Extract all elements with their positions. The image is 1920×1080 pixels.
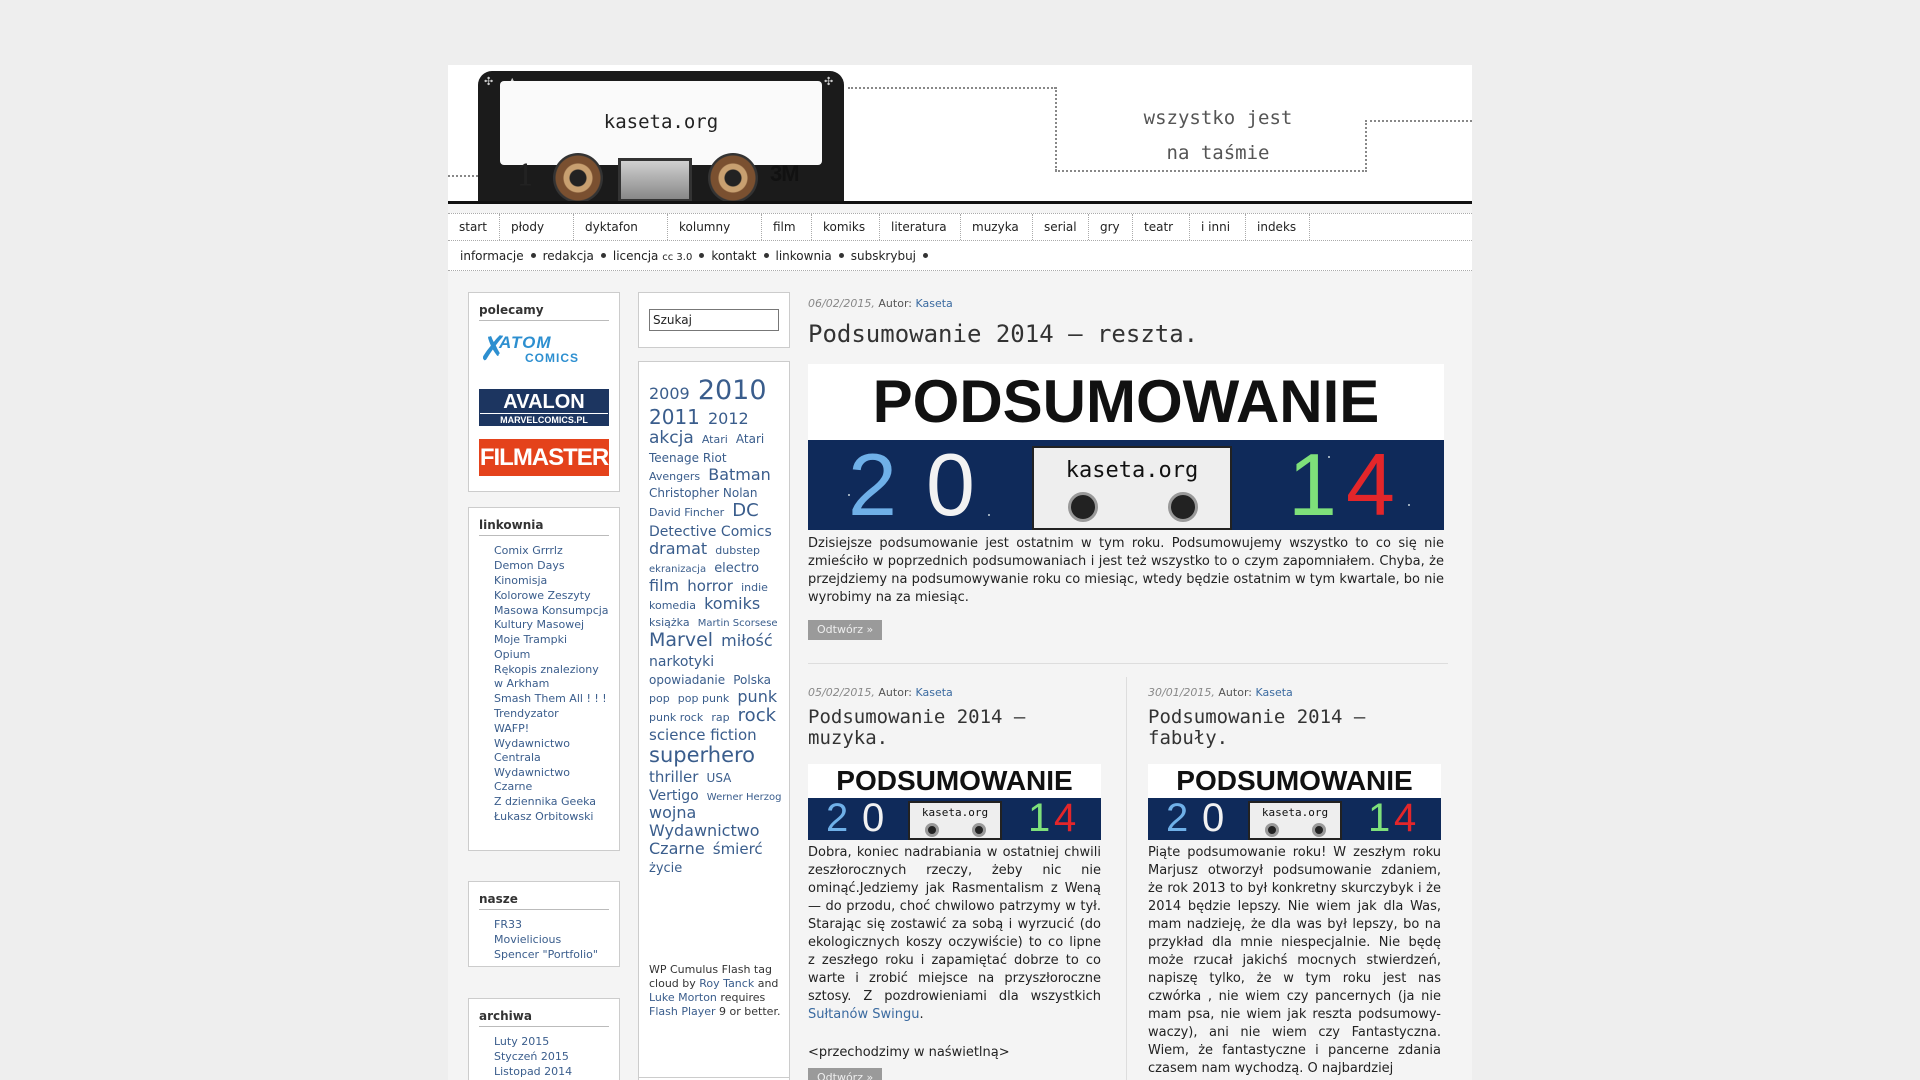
post-excerpt-extra: <przechodzimy w naświetlną> (808, 1045, 1010, 1060)
tag-link[interactable]: punk (737, 687, 778, 707)
post-author-label: Autor: (878, 297, 912, 310)
banner-cassette (1032, 446, 1232, 530)
tag-link[interactable]: Christopher Nolan (649, 486, 758, 501)
link-item[interactable]: WAFP! (494, 722, 530, 735)
banner-digit: 0 (1202, 796, 1225, 840)
credit-link-luke-morton[interactable]: Luke Morton (649, 991, 717, 1004)
tag-cloud (649, 376, 785, 877)
reel-icon (708, 153, 758, 203)
read-more-button[interactable]: Odtwórz » (808, 1068, 882, 1080)
subnav-informacje[interactable]: informacje (460, 249, 524, 263)
screw-icon: ✣ (824, 75, 834, 88)
archiwa-title: archiwa (479, 1009, 609, 1027)
banner-digit: 2 (1166, 796, 1189, 840)
link-item[interactable]: FR33 (494, 918, 522, 931)
header-divider (448, 201, 1472, 204)
linkownia-box (468, 507, 620, 851)
tag-link[interactable]: electro (714, 561, 760, 577)
post-author-link[interactable]: Kaseta (915, 297, 953, 310)
credit-text: WP Cumulus Flash tag cloud by (649, 963, 772, 990)
avalon-logo-text: AVALON (503, 391, 585, 413)
link-item[interactable]: Łukasz Orbitowski (494, 810, 594, 823)
post-banner-image[interactable] (808, 764, 1101, 840)
tag-link[interactable]: książka (649, 616, 690, 630)
tag-link[interactable]: Batman (708, 464, 771, 484)
nasze-list (494, 918, 609, 962)
sub-nav (448, 241, 1472, 271)
read-more-button[interactable]: Odtwórz » (808, 620, 882, 640)
cassette-brand: 3M (770, 161, 799, 186)
link-item[interactable]: Z dziennika Geeka (494, 795, 597, 808)
reel-icon (972, 823, 986, 837)
tag-link[interactable]: Polska (733, 673, 772, 688)
atom-logo-text: ATOM (499, 333, 552, 352)
nav-item-gry[interactable]: gry (1089, 214, 1133, 240)
banner-digit: 1 (1368, 796, 1391, 840)
site-name: kaseta.org (603, 111, 719, 133)
polecamy-title: polecamy (479, 303, 609, 321)
post-excerpt-text: . (919, 1007, 924, 1022)
header-dotted-line (448, 175, 478, 177)
post-excerpt: Dzisiejsze podsumowanie jest ostatnim w tym roku. Podsumowujemy wszystko to co się nie zmieściło w poprzednich podsumowaniach i jest też wszystko to o czym zapomniałem. Chyba, że przejdziemy na podsumowywanie roku co miesiąc, wtedy będzie ostatnim w tym kwartale, bo nie wyrobimy na za miesiąc. (808, 536, 1444, 605)
post-author-label: Autor: (878, 686, 912, 699)
tagline-line: wszystko jest (1143, 107, 1293, 129)
atom-icon: ✗ (479, 329, 508, 369)
nav-item-film[interactable]: film (762, 214, 812, 240)
banner-digit: 1 (1028, 796, 1051, 840)
archive-item[interactable]: Styczeń 2015 (494, 1050, 569, 1063)
tag-link[interactable]: science fiction (649, 726, 757, 745)
header (448, 65, 1472, 203)
post-banner-image[interactable] (1148, 764, 1441, 840)
post-author-link[interactable]: Kaseta (915, 686, 953, 699)
search-box (638, 292, 790, 348)
header-dotted-line (1365, 120, 1367, 172)
reel-icon (1068, 492, 1098, 522)
archiwa-list (494, 1035, 609, 1079)
link-item[interactable]: Opium (494, 648, 531, 661)
tag-link[interactable]: śmierć (712, 840, 763, 859)
subnav-licencja[interactable] (613, 249, 692, 263)
tag-link[interactable]: Detective Comics (649, 523, 772, 540)
nav-item-muzyka[interactable]: muzyka (961, 214, 1033, 240)
subnav-kontakt[interactable]: kontakt (711, 249, 757, 263)
archiwa-box (468, 998, 620, 1080)
subnav-redakcja[interactable]: redakcja (542, 249, 594, 263)
banner-title: PODSUMOWANIE (808, 764, 1101, 798)
nav-item-literatura[interactable]: literatura (880, 214, 961, 240)
tag-link[interactable]: narkotyki (649, 653, 715, 670)
screw-icon: ✣ (484, 75, 494, 88)
cassette-label (500, 81, 822, 165)
link-item[interactable]: Wydawnictwo Centrala (494, 737, 571, 764)
bullet-icon (531, 253, 536, 258)
subnav-licencja-version: cc 3.0 (662, 252, 693, 263)
tag-link[interactable]: Marvel (649, 629, 714, 652)
avalon-logo-subtext: MARVELCOMICS.PL (480, 413, 608, 426)
site-tagline (1098, 101, 1338, 171)
post-excerpt: Piąte podsumowanie roku! W zeszłym roku Marjusz otworzył podsumowanie zdaniem, że rok 2013 to był konkretny skurczybyk i że 2014 będzie lepszy. Nie wiem jak dla Was, mam nadzieję, że dla was był lepszy, bo na przykład dla mnie niespecjalnie. Nie będę może rzucał jakichś mocnych stwierdzeń, napiszę tylko, że w tym roku jest nas czwórka , nie wiem czy pancernych (ja nie mam psa, nie wiem jak reszta podsumowy-waczy), ani nie wiem czy Fantastyczna. Wiem, że fantastyczne i pancerne zdania czasem nam wychodzą. O najbardziej (1148, 845, 1441, 1076)
link-item[interactable]: Rękopis znaleziony w Arkham (494, 663, 599, 690)
tag-link[interactable]: rap (711, 711, 730, 725)
banner-digit: 4 (1394, 796, 1417, 840)
credit-text: 9 or better. (715, 1005, 781, 1018)
tag-link[interactable]: film (649, 575, 680, 595)
tag-link[interactable]: rock (737, 705, 777, 727)
banner-star (988, 514, 990, 516)
tag-link[interactable]: punk rock (649, 711, 704, 725)
nav-item-start[interactable]: start (448, 214, 500, 240)
tag-link[interactable]: 2011 (649, 405, 700, 430)
tag-link[interactable]: Vertigo (649, 787, 699, 804)
post-meta (1148, 686, 1293, 699)
banner-digit: 0 (926, 435, 975, 530)
link-item[interactable]: Smash Them All ! ! ! (494, 692, 607, 705)
nasze-title: nasze (479, 892, 609, 910)
banner-digit: 4 (1054, 796, 1077, 840)
archive-item[interactable]: Listopad 2014 (494, 1065, 573, 1078)
post-banner-image[interactable] (808, 364, 1444, 530)
archive-item[interactable]: Luty 2015 (494, 1035, 550, 1048)
tag-link[interactable]: thriller (649, 767, 699, 786)
linkownia-list (494, 544, 609, 824)
nav-item-plody[interactable]: płody (500, 214, 574, 240)
reel-icon (1168, 492, 1198, 522)
atom-comics-logo[interactable] (479, 331, 609, 368)
link-item[interactable]: Wydawnictwo Czarne (494, 766, 571, 793)
banner-digit: 0 (862, 796, 885, 840)
tag-link[interactable]: DC (732, 500, 759, 522)
cassette-number: 1 (516, 159, 536, 194)
linkownia-title: linkownia (479, 518, 609, 536)
tag-cloud-credit (649, 963, 785, 1019)
banner-title: PODSUMOWANIE (808, 364, 1444, 440)
tag-link[interactable]: indie (741, 580, 768, 594)
post-title[interactable]: Podsumowanie 2014 — reszta. (808, 320, 1199, 348)
tag-link[interactable]: wojna (649, 803, 697, 823)
nasze-box (468, 881, 620, 967)
tag-link[interactable]: 2009 (649, 384, 690, 403)
tag-link[interactable]: dramat (649, 539, 708, 559)
site-logo-cassette[interactable] (478, 71, 844, 203)
tag-link[interactable]: komedia (649, 598, 696, 612)
banner-cassette-label: kaseta.org (1261, 806, 1329, 819)
post-date: 30/01/2015, (1148, 686, 1215, 699)
tag-link[interactable]: pop punk (677, 692, 730, 706)
tag-link[interactable]: 2012 (708, 409, 749, 429)
tag-link[interactable]: Wydawnictwo Czarne (649, 821, 760, 859)
tag-link[interactable]: ekranizacja (649, 564, 707, 576)
banner-digit: 2 (848, 435, 897, 530)
tag-link[interactable]: superhero (649, 743, 756, 768)
tag-link[interactable]: USA (706, 770, 732, 785)
bullet-icon (923, 253, 928, 258)
reel-icon (1312, 823, 1326, 837)
banner-cassette (1248, 801, 1342, 840)
nav-item-komiks[interactable]: komiks (812, 214, 880, 240)
column-divider (1126, 677, 1127, 1080)
link-item[interactable]: Moje Trampki (494, 633, 568, 646)
reel-icon (1265, 823, 1279, 837)
tag-link[interactable]: Atari Teenage Riot (649, 431, 765, 465)
tag-link[interactable]: David Fincher (649, 506, 725, 520)
banner-digit: 2 (826, 796, 849, 840)
bullet-icon (601, 253, 606, 258)
tag-link[interactable]: akcja (649, 427, 694, 448)
nav-item-dyktafon[interactable]: dyktafon (574, 214, 668, 240)
subnav-subskrybuj[interactable]: subskrybuj (850, 249, 917, 263)
credit-link-roy-tanck[interactable]: Roy Tanck (699, 977, 755, 990)
search-input[interactable] (649, 309, 779, 331)
header-dotted-line (1055, 87, 1057, 171)
post-meta (808, 297, 953, 310)
bullet-icon (764, 253, 769, 258)
post-title[interactable]: Podsumowanie 2014 — fabuły. (1148, 706, 1366, 749)
link-item[interactable]: Comix Grrrlz (494, 544, 563, 557)
reel-icon (925, 823, 939, 837)
post-excerpt-link[interactable]: Sułtanów Swingu (808, 1007, 920, 1022)
tag-link[interactable]: pop (649, 692, 670, 706)
tag-link[interactable]: Martin Scorsese (697, 618, 778, 630)
link-item[interactable]: Demon Days (494, 559, 565, 572)
subnav-linkownia[interactable]: linkownia (775, 249, 832, 263)
credit-link-flash-player[interactable]: Flash Player (649, 1005, 716, 1018)
tag-link[interactable]: Atari (701, 432, 728, 446)
tagline-line: na taśmie (1166, 142, 1270, 164)
nav-item-i-inni[interactable]: i inni (1190, 214, 1246, 240)
post-title[interactable]: Podsumowanie 2014 — muzyka. (808, 706, 1026, 749)
subnav-licencja-label: licencja (612, 249, 659, 263)
nav-item-indeks[interactable]: indeks (1246, 214, 1310, 240)
filmaster-logo[interactable]: FILMASTER (479, 439, 609, 476)
banner-digit: 4 (1346, 435, 1395, 530)
post-author-link[interactable]: Kaseta (1255, 686, 1293, 699)
link-item[interactable]: Movielicious (494, 933, 562, 946)
tag-link[interactable]: Avengers (649, 469, 701, 483)
link-item[interactable]: Spencer "Portfolio" (494, 948, 598, 961)
banner-title: PODSUMOWANIE (1148, 764, 1441, 798)
tag-cloud-box (638, 361, 790, 1080)
tag-link[interactable]: 2010 (697, 375, 767, 406)
post-date: 06/02/2015, (808, 297, 875, 310)
tag-link[interactable]: miłość (721, 631, 773, 651)
atom-logo-subtext: COMICS (525, 351, 579, 365)
banner-digit: 1 (1288, 435, 1337, 530)
post-date: 05/02/2015, (808, 686, 875, 699)
nav-item-serial[interactable]: serial (1033, 214, 1089, 240)
banner-cassette-label: kaseta.org (1065, 458, 1199, 483)
tag-link[interactable]: komiks (704, 593, 761, 613)
post-excerpt-text: Dobra, koniec nadrabiania w ostatniej chwili zeszłorocznych rzeczy, żeby nic nie ominąć.Jedziemy jak Rasmentalism z Weną — do przodu, choć chwilowo patrzymy w tył. Starając się zostawić za sobą i wyrzucić (do ekologicznych koszy oczywiście) to co lipne z zeszłego roku i zapamiętać dobrze to co warte i zrobić miejsce na przyszłoroczne sztosy. Z pozdrowieniami dla wszystkich (808, 845, 1101, 1004)
link-item[interactable]: Masowa Konsumpcja Kultury Masowej (494, 604, 609, 631)
tag-link[interactable]: Werner Herzog (706, 791, 782, 803)
link-item[interactable]: Kinomisja (494, 574, 548, 587)
reel-icon (553, 153, 603, 203)
post-divider (808, 663, 1448, 664)
bullet-icon (699, 253, 704, 258)
banner-cassette (908, 801, 1002, 840)
link-item[interactable]: Kolorowe Zeszyty (494, 589, 591, 602)
main-nav (448, 213, 1472, 241)
tag-link[interactable]: horror (687, 576, 733, 595)
post-meta (808, 686, 953, 699)
credit-text: requires (716, 991, 766, 1004)
banner-star (1408, 504, 1410, 506)
credit-text: and (754, 977, 779, 990)
post-excerpt (808, 844, 1101, 1024)
tape-window (618, 158, 692, 202)
tag-link[interactable]: dubstep (715, 544, 761, 558)
post-author-label: Autor: (1218, 686, 1252, 699)
polecamy-box (468, 292, 620, 492)
header-dotted-line (848, 87, 1056, 89)
tag-link[interactable]: opowiadanie (649, 673, 726, 688)
header-dotted-line (1365, 120, 1472, 122)
link-item[interactable]: Trendyzator (494, 707, 559, 720)
avalon-logo[interactable] (479, 389, 609, 426)
page (448, 65, 1472, 1080)
banner-cassette-label: kaseta.org (921, 806, 989, 819)
nav-item-teatr[interactable]: teatr (1133, 214, 1190, 240)
nav-item-kolumny[interactable]: kolumny (668, 214, 762, 240)
bullet-icon (839, 253, 844, 258)
tag-link[interactable]: życie (649, 861, 683, 876)
